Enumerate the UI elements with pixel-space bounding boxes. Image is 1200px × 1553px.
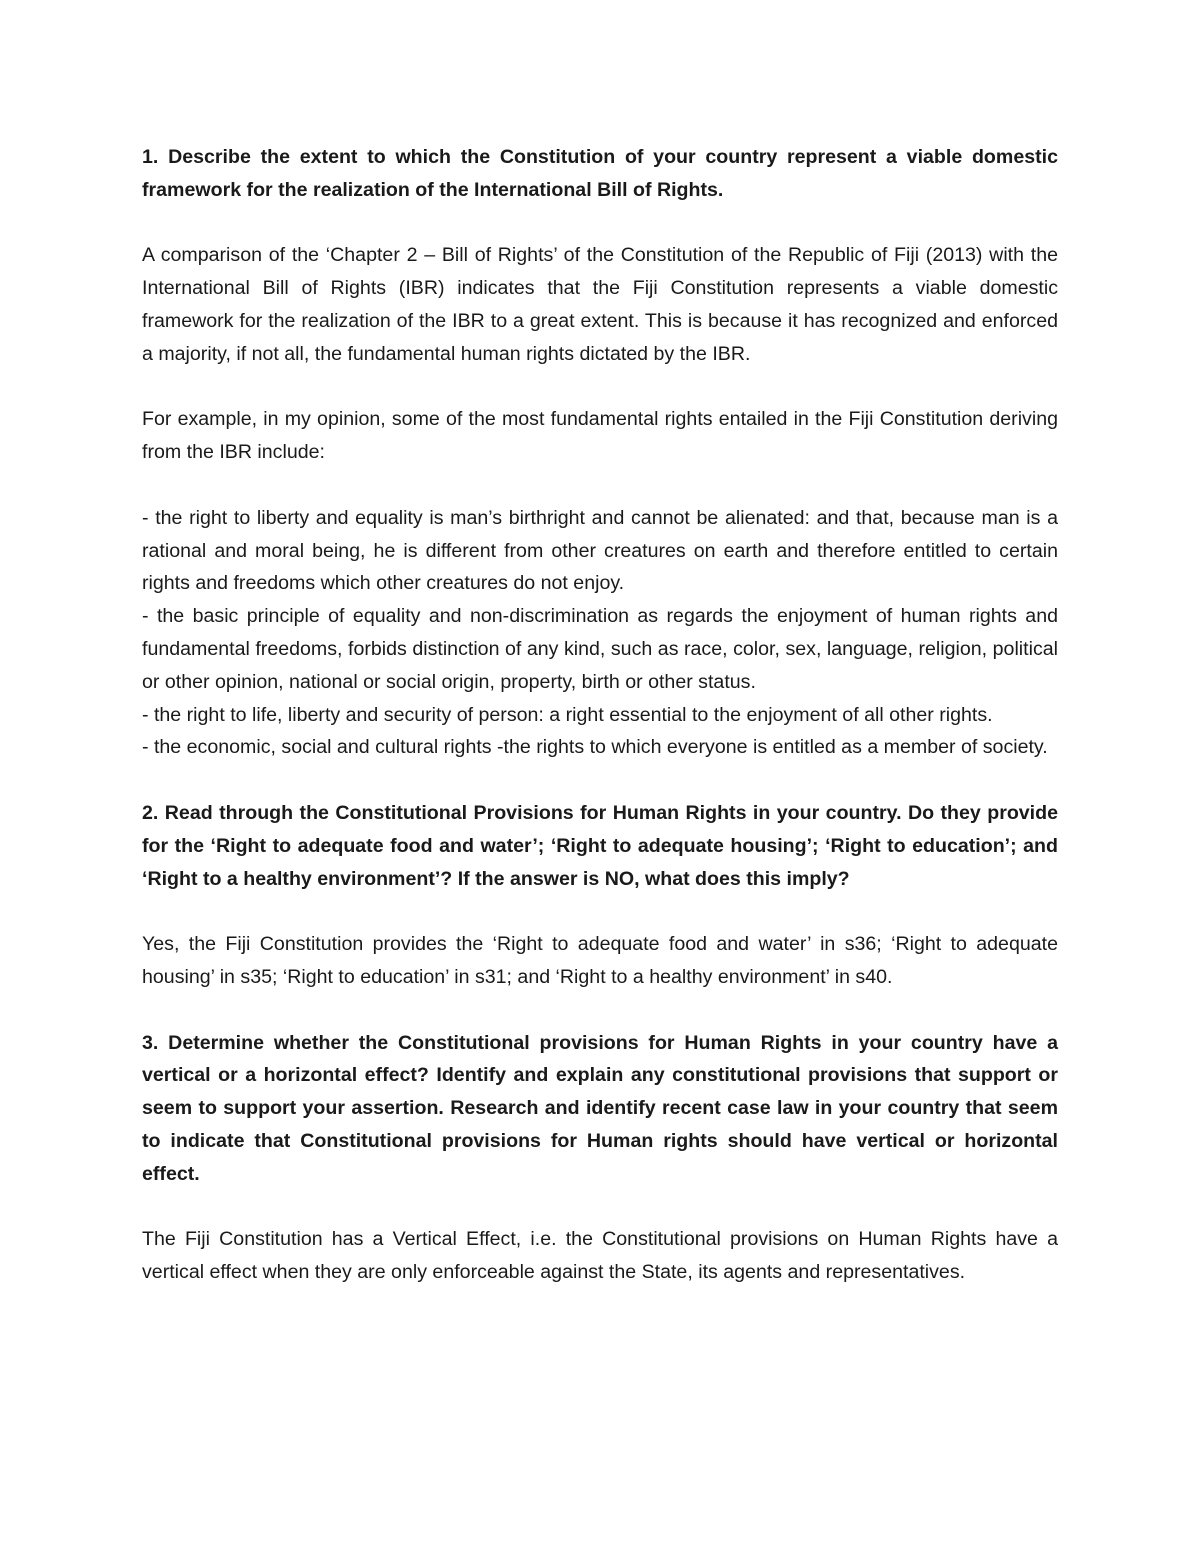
- answer-1-bullet-2: - the basic principle of equality and non-discrimination as regards the enjoyment of human rights and fundamental freedoms, forbids distinction of any kind, such as race, color, sex, language, religion, political or other opinion, national or social origin, property, birth or other status.: [142, 605, 1058, 693]
- answer-1-bullet-3: - the right to life, liberty and security of person: a right essential to the enjoyment of all other rights.: [142, 703, 993, 726]
- question-2: 2. Read through the Constitutional Provisions for Human Rights in your country. Do they provide for the ‘Right to adequate food and water’; ‘Right to adequate housing’; ‘Right to education’; and ‘Right to a healthy environment’? If the answer is NO, what does this imply?: [142, 801, 1058, 890]
- answer-1-paragraph-2: For example, in my opinion, some of the most fundamental rights entailed in the Fiji Constitution deriving from the IBR include:: [142, 408, 1058, 464]
- answer-2: Yes, the Fiji Constitution provides the ‘Right to adequate food and water’ in s36; ‘Right to adequate housing’ in s35; ‘Right to education’ in s31; and ‘Right to a healthy environment’ in s40.: [142, 933, 1058, 988]
- answer-1-bullet-4: - the economic, social and cultural rights -the rights to which everyone is entitled as a member of society.: [142, 736, 1048, 759]
- document-page: [142, 141, 1058, 1289]
- question-1: 1. Describe the extent to which the Constitution of your country represent a viable domestic framework for the realization of the International Bill of Rights.: [142, 146, 1058, 201]
- answer-3: The Fiji Constitution has a Vertical Effect, i.e. the Constitutional provisions on Human Rights have a vertical effect when they are only enforceable against the State, its agents and representatives.: [142, 1228, 1058, 1284]
- answer-1-bullet-1: - the right to liberty and equality is man’s birthright and cannot be alienated: and that, because man is a rational and moral being, he is different from other creatures on earth and therefore entitled to certain rights and freedoms which other creatures do not enjoy.: [142, 506, 1058, 595]
- question-3: 3. Determine whether the Constitutional provisions for Human Rights in your country have a vertical or a horizontal effect? Identify and explain any constitutional provisions that support or seem to support your assertion. Research and identify recent case law in your country that seem to indicate that Constitutional provisions for Human rights should have vertical or horizontal effect.: [142, 1031, 1058, 1185]
- answer-1-paragraph-1: A comparison of the ‘Chapter 2 – Bill of Rights’ of the Constitution of the Republic of Fiji (2013) with the International Bill of Rights (IBR) indicates that the Fiji Constitution represents a viable domestic framework for the realization of the IBR to a great extent. This is because it has recognized and enforced a majority, if not all, the fundamental human rights dictated by the IBR.: [142, 244, 1058, 365]
